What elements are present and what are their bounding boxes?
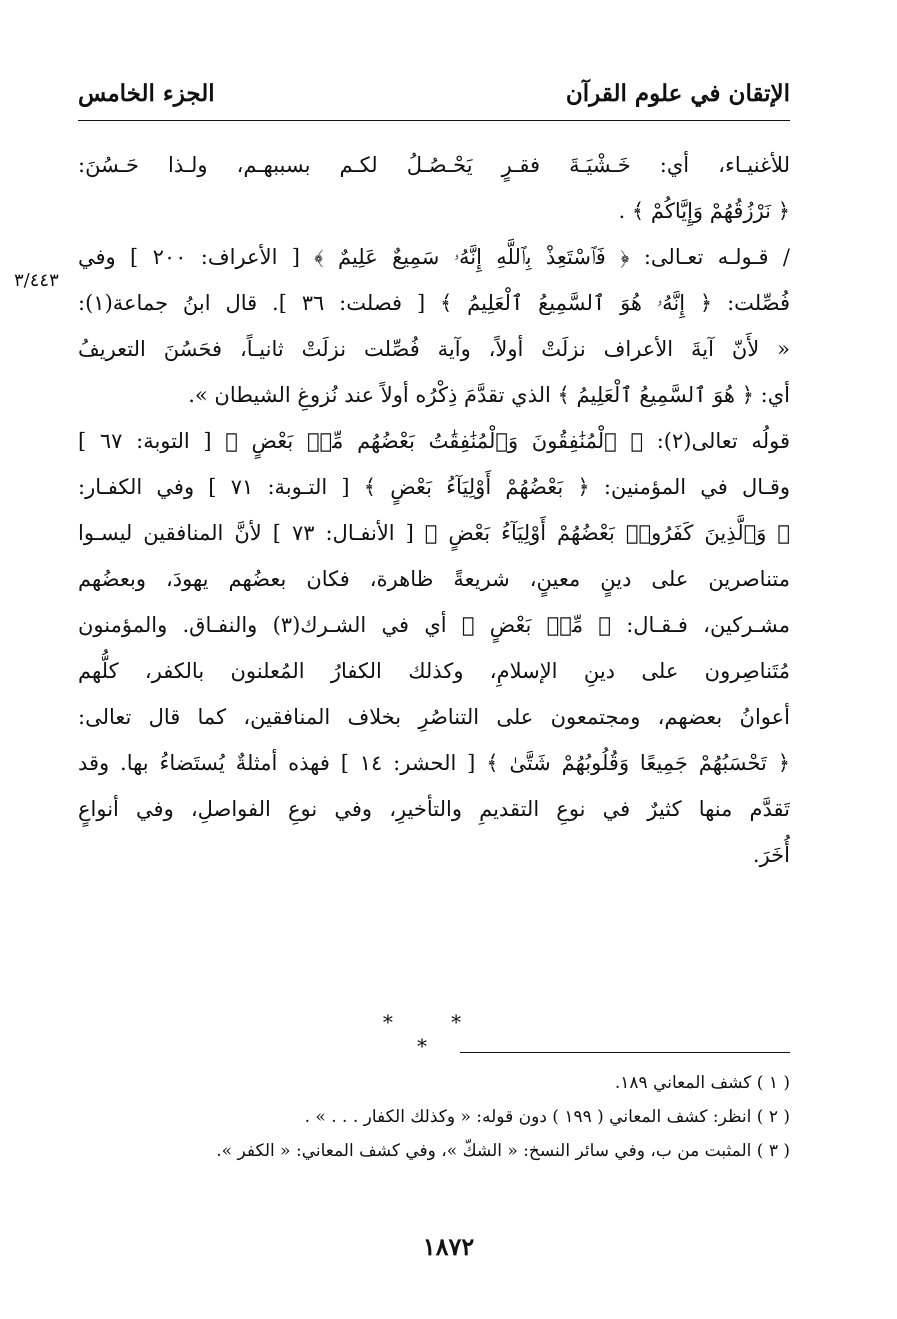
footnote-1: ( ١ ) كشف المعاني ١٨٩. — [614, 1073, 790, 1093]
footnotes — [78, 1066, 790, 1168]
text-line: / قـولـه تعـالى: ﴿ فَٱسْتَعِذْ بِٱللَّهِ إِنَّهُۥ سَمِيعٌ عَلِيمٌ ﴾ [ الأعراف: ٢٠٠ ] وفي — [78, 245, 790, 269]
text-line: قولُه تعالى(٢): ﴿ ٱلْمُنَٰفِقُونَ وَٱلْمُنَٰفِقَٰتُ بَعْضُهُم مِّنۢ بَعْضٍ ﴾ [ التوبة: ٦٧ ] — [78, 429, 790, 453]
text-line: للأغنيـاء، أي: خَـشْيَـةَ فقـرٍ يَحْـصُـلُ لكـم بسببهـم، ولـذا حَـسُنَ: — [78, 153, 790, 177]
text-line: أي: ﴿ هُوَ ٱلسَّمِيعُ ٱلْعَلِيمُ ﴾ الذي تقدَّمَ ذِكْرُه أولاً عند نُزوغِ الشيطان ». — [188, 383, 790, 407]
text-line: أعوانُ بعضهم، ومجتمعون على التناصُرِ بخلاف المنافقين، كما قال تعالى: — [78, 705, 790, 729]
text-line: متناصرين على دينٍ معينٍ، شريعةً ظاهرة، فكان بعضُهم يهودَ، وبعضُهم — [78, 567, 790, 591]
text-line: فُصِّلت: ﴿ إِنَّهُۥ هُوَ ٱلسَّمِيعُ ٱلْعَلِيمُ ﴾ [ فصلت: ٣٦ ]. قال ابنُ جماعة(١): — [78, 291, 790, 315]
margin-page-reference: ٣/٤٤٣ — [14, 270, 59, 291]
main-text — [78, 142, 790, 878]
footnote-3: ( ٣ ) المثبت من ب، وفي سائر النسخ: « الشكّ »، وفي كشف المعاني: « الكفر ». — [216, 1141, 790, 1161]
text-line: ﴿ تَحْسَبُهُمْ جَمِيعًا وَقُلُوبُهُمْ شَتَّىٰ ﴾ [ الحشر: ١٤ ] فهذه أمثلةٌ يُستَضاءُ بها. وقد — [78, 751, 790, 775]
footnote-rule — [460, 1052, 790, 1053]
text-line: أُخَرَ. — [752, 843, 790, 867]
part-label: الجزء الخامس — [78, 80, 215, 107]
text-line: تَقدَّم منها كثيرٌ في نوعِ التقديمِ والتأخيرِ، وفي نوعِ الفواصلِ، وفي أنواعٍ — [78, 797, 790, 821]
text-line: مشـركين، فـقـال: ﴿ مِّنۢ بَعْضٍ ﴾ أي في الشـرك(٣) والنفـاق. والمؤمنون — [78, 613, 790, 637]
book-title: الإتقان في علوم القرآن — [565, 80, 790, 107]
page-number: ١٨٧٢ — [422, 1232, 475, 1261]
text-line: وقـال في المؤمنين: ﴿ بَعْضُهُمْ أَوْلِيَآءُ بَعْضٍ ﴾ [ التـوبة: ٧١ ] وفي الكفـار: — [78, 475, 790, 499]
section-separator: * * * — [382, 1010, 488, 1058]
text-line: ﴿ وَٱلَّذِينَ كَفَرُوا۟ بَعْضُهُمْ أَوْلِيَآءُ بَعْضٍ ﴾ [ الأنفـال: ٧٣ ] لأنَّ المنافقين ليسـوا — [78, 521, 790, 545]
text-line: ﴿ نَرْزُقُهُمْ وَإِيَّاكُمْ ﴾ . — [618, 199, 790, 223]
text-line: « لأَنّ آيةَ الأعراف نزلَتْ أولاً، وآية فُصِّلت نزلَتْ ثانيـاً، فحَسُنَ التعريفُ — [78, 337, 790, 361]
running-header — [78, 80, 790, 121]
footnote-2: ( ٢ ) انظر: كشف المعاني ( ١٩٩ ) دون قوله: « وكذلك الكفار . . . » . — [304, 1107, 790, 1127]
text-line: مُتَناصِرون على دينِ الإسلامِ، وكذلك الكفارُ المُعلنون بالكفر، كلُّهم — [78, 659, 790, 683]
